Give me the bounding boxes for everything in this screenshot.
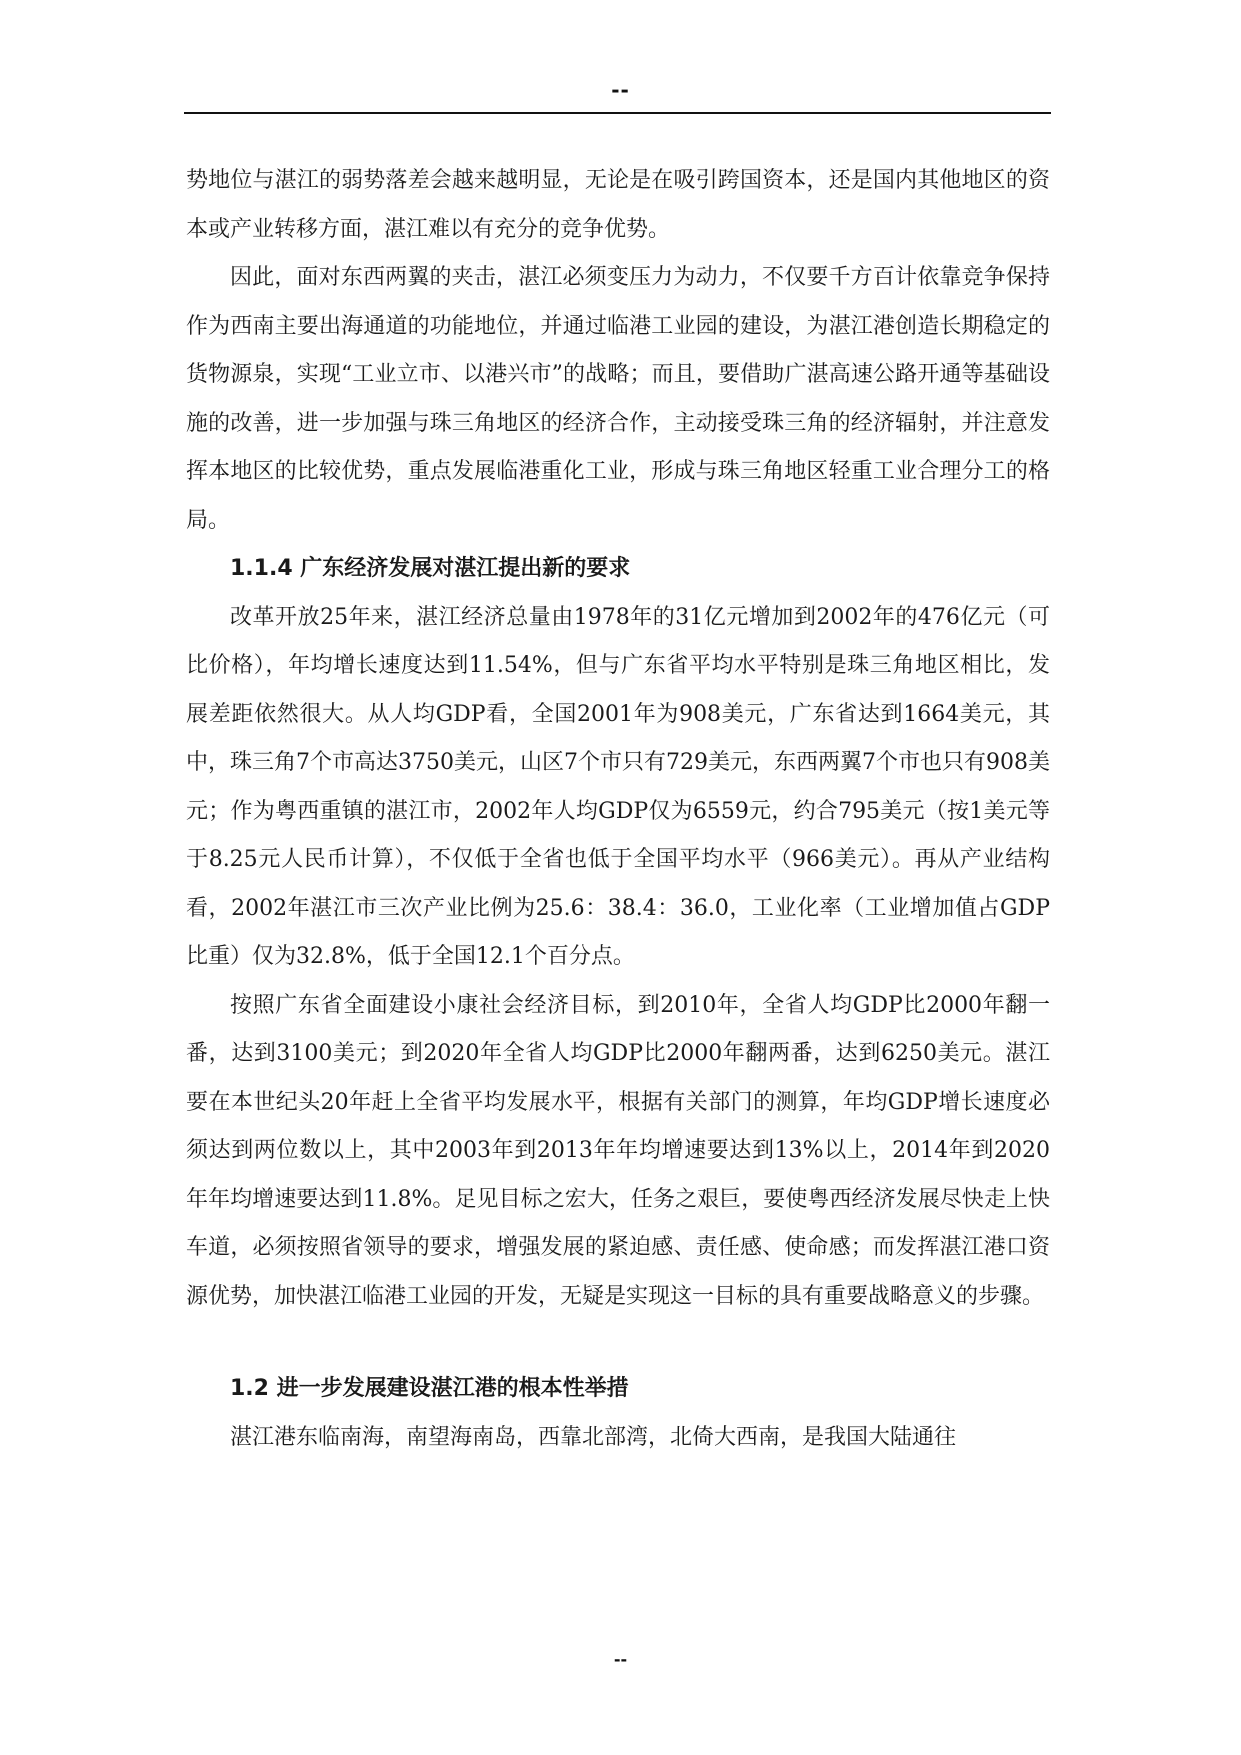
- paragraph: 按照广东省全面建设小康社会经济目标，到2010年，全省人均GDP比2000年翻一番，达到3100美元；到2020年全省人均GDP比2000年翻两番，达到6250美元。湛江要在本世纪头20年赶上全省平均发展水平，根据有关部门的测算，年均GDP增长速度必须达到两位数以上，其中2003年到2013年年均增速要达到13%以上，2014年到2020年年均增速要达到11.8%。足见目标之宏大，任务之艰巨，要使粤西经济发展尽快走上快车道，必须按照省领导的要求，增强发展的紧迫感、责任感、使命感；而发挥湛江港口资源优势，加快湛江临港工业园的开发，无疑是实现这一目标的具有重要战略意义的步骤。: [186, 992, 1050, 1309]
- header-rule: [184, 112, 1051, 114]
- paragraph-continuation: 势地位与湛江的弱势落差会越来越明显，无论是在吸引跨国资本，还是国内其他地区的资本或产业转移方面，湛江难以有充分的竞争优势。: [186, 168, 1050, 242]
- section-heading-1-1-4: 1.1.4 广东经济发展对湛江提出新的要求: [230, 556, 631, 581]
- paragraph: 因此，面对东西两翼的夹击，湛江必须变压力为动力，不仅要千方百计依靠竞争保持作为西南主要出海通道的功能地位，并通过临港工业园的建设，为湛江港创造长期稳定的货物源泉，实现“工业立市、以港兴市”的战略；而且，要借助广湛高速公路开通等基础设施的改善，进一步加强与珠三角地区的经济合作，主动接受珠三角的经济辐射，并注意发挥本地区的比较优势，重点发展临港重化工业，形成与珠三角地区轻重工业合理分工的格局。: [186, 265, 1050, 533]
- body-content: [186, 157, 1050, 1462]
- footer-mark: --: [613, 1650, 628, 1669]
- paragraph: 湛江港东临南海，南望海南岛，西靠北部湾，北倚大西南，是我国大陆通往: [230, 1424, 957, 1450]
- header-mark: --: [611, 78, 630, 102]
- section-heading-1-2: 1.2 进一步发展建设湛江港的根本性举措: [230, 1376, 629, 1401]
- paragraph: 改革开放25年来，湛江经济总量由1978年的31亿元增加到2002年的476亿元（可比价格），年均增长速度达到11.54%，但与广东省平均水平特别是珠三角地区相比，发展差距依然很大。从人均GDP看，全国2001年为908美元，广东省达到1664美元，其中，珠三角7个市高达3750美元，山区7个市只有729美元，东西两翼7个市也只有908美元；作为粤西重镇的湛江市，2002年人均GDP仅为6559元，约合795美元（按1美元等于8.25元人民币计算），不仅低于全省也低于全国平均水平（966美元）。再从产业结构看，2002年湛江市三次产业比例为25.6：38.4：36.0，工业化率（工业增加值占GDP比重）仅为32.8%，低于全国12.1个百分点。: [186, 604, 1050, 969]
- section-gap: [186, 1321, 1050, 1365]
